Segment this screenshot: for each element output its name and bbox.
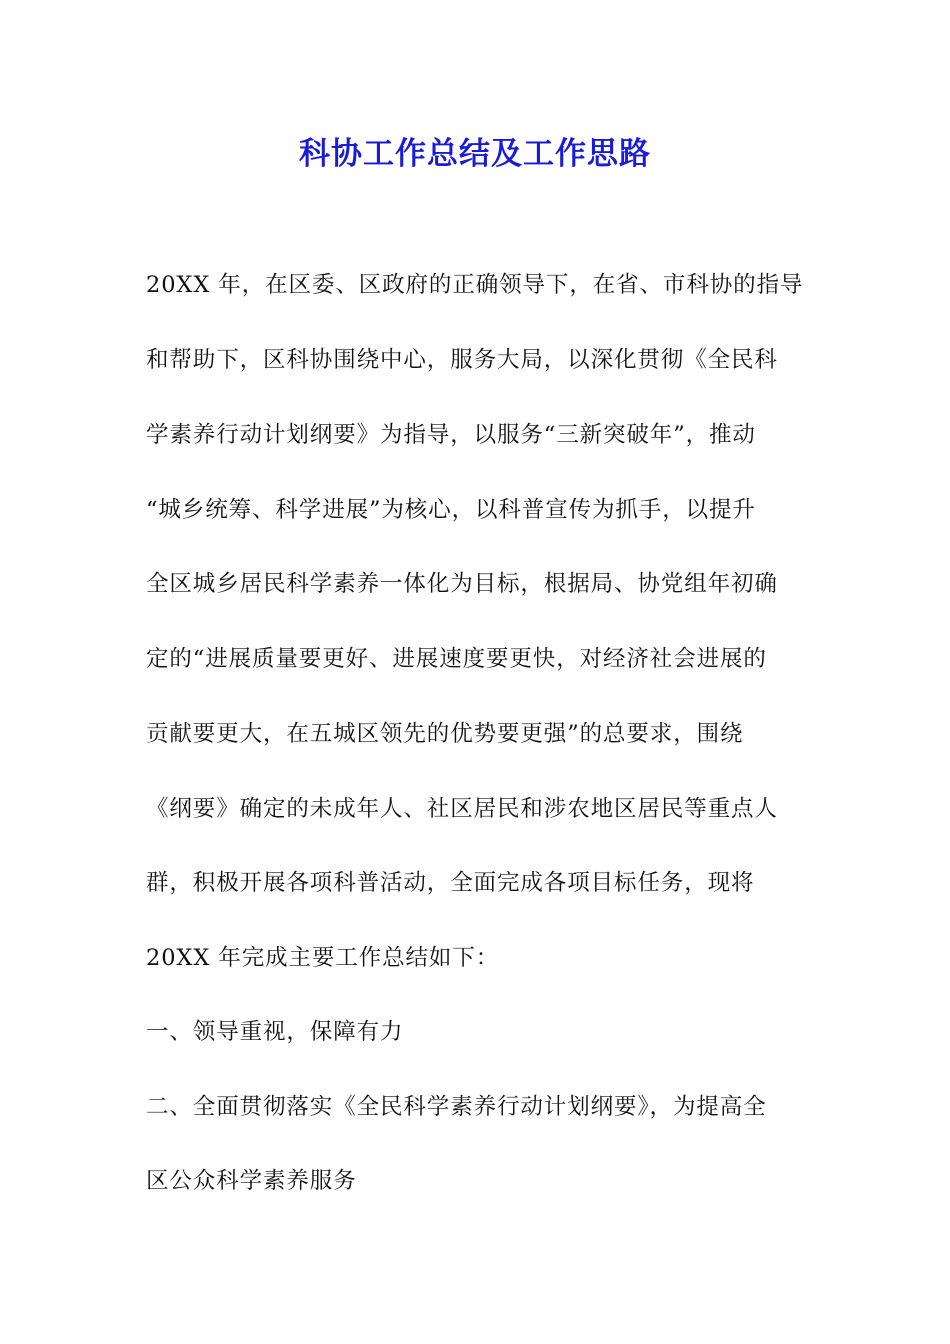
- section-heading-2-line: 区公众科学素养服务: [146, 1168, 357, 1194]
- paragraph-line: 全区城乡居民科学素养一体化为目标，根据局、协党组年初确: [146, 571, 778, 597]
- paragraph-line: 群，积极开展各项科普活动，全面完成各项目标任务，现将: [146, 870, 755, 896]
- paragraph-line: 贡献要更大，在五城区领先的优势要更强”的总要求，围绕: [146, 721, 744, 747]
- document-title: 科协工作总结及工作思路: [299, 136, 651, 172]
- paragraph-line: 学素养行动计划纲要》为指导，以服务“三新突破年”，推动: [146, 422, 756, 448]
- paragraph-line: 定的“进展质量要更好、进展速度要更快，对经济社会进展的: [146, 646, 767, 672]
- paragraph-line: “城乡统筹、科学进展”为核心，以科普宣传为抓手，以提升: [146, 497, 756, 523]
- paragraph-line: 20XX 年完成主要工作总结如下：: [146, 945, 500, 971]
- section-heading-1: 一、领导重视，保障有力: [146, 1019, 404, 1045]
- section-heading-2-line: 二、全面贯彻落实《全民科学素养行动计划纲要》，为提高全: [146, 1094, 767, 1120]
- paragraph-line: 和帮助下，区科协围绕中心，服务大局，以深化贯彻《全民科: [146, 347, 778, 373]
- paragraph-line: 《纲要》确定的未成年人、社区居民和涉农地区居民等重点人: [146, 796, 778, 822]
- paragraph-line: 20XX 年，在区委、区政府的正确领导下，在省、市科协的指导: [146, 272, 804, 298]
